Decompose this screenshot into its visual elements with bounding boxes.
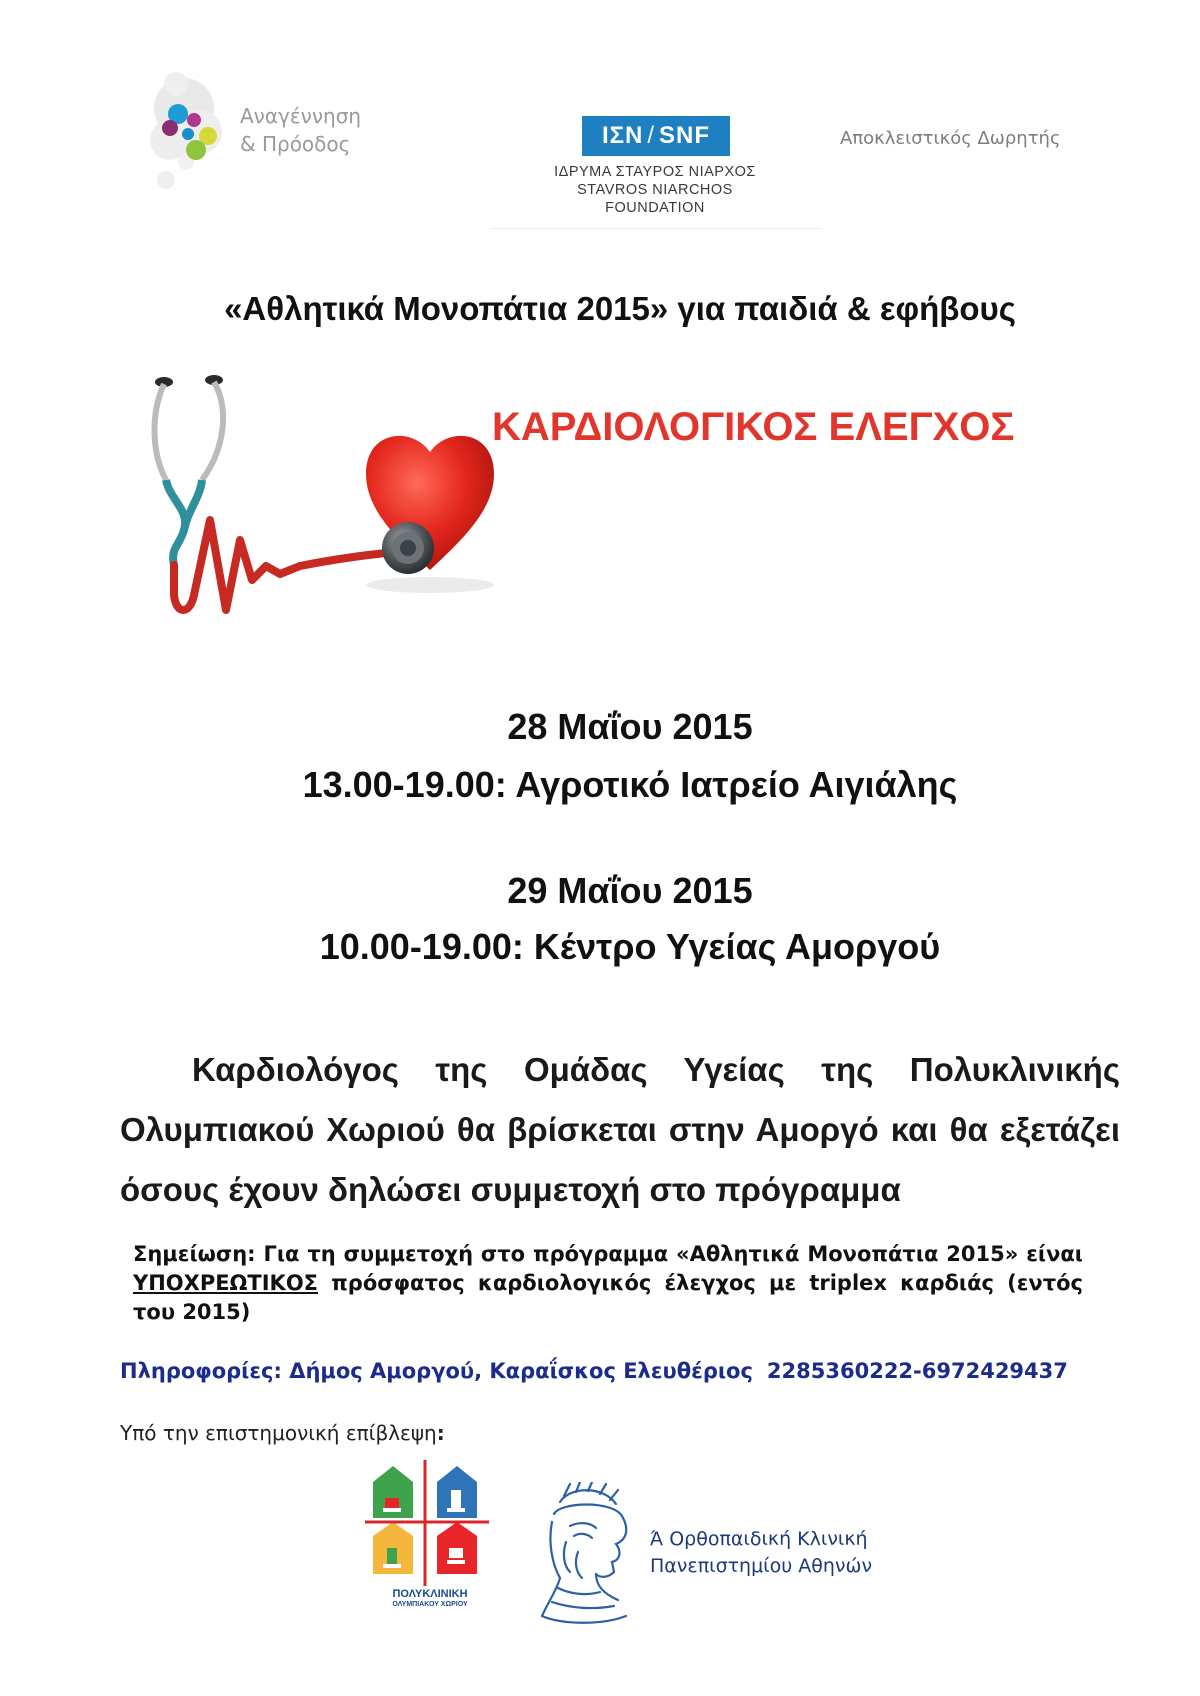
supervision-label [120,1421,445,1445]
donor-label: Αποκλειστικός Δωρητής [840,128,1061,149]
info-line [120,1359,1068,1383]
clinic-name-line2: Πανεπιστημίου Αθηνών [650,1555,873,1577]
stethoscope-heart-image [130,370,540,645]
snf-slash-icon: / [647,122,656,149]
stethoscope-heart-icon [130,370,540,645]
body-paragraph: Καρδιολόγος της Ομάδας Υγείας της Πολυκλινικής Ολυμπιακού Χωριού θα βρίσκεται στην Αμοργό και θα εξετάζει όσους έχουν δηλώσει συμμετοχή στο πρόγραμμα [120,1051,1120,1208]
note-mandatory-keyword: ΥΠΟΧΡΕΩΤΙΚΟΣ [133,1271,319,1295]
anagennisi-name-line1: Αναγέννηση [240,104,362,128]
snf-name-greek: ΙΔΡΥΜΑ ΣΤΑΥΡΟΣ ΝΙΑΡΧΟΣ [554,164,756,180]
athena-head-icon [530,1482,638,1630]
snf-box-english: SNF [659,122,711,149]
polyclinic-name-line2: ΟΛΥΜΠΙΑΚΟΥ ΧΩΡΙΟΥ [392,1601,468,1608]
polyclinic-logo [365,1460,495,1610]
polyclinic-houses-icon [365,1460,495,1588]
note-text-after: πρόσφατος καρδιολογικός έλεγχος με triplex καρδιάς (εντός του 2015) [133,1271,1083,1324]
note-text-before: Σημείωση: Για τη συμμετοχή στο πρόγραμμα «Αθλητικά Μονοπάτια 2015» είναι [133,1242,1083,1266]
schedule-time-location-1: 13.00-19.00: Αγροτικό Ιατρείο Αιγιάλης [302,764,958,805]
anagennisi-circles-icon [140,62,240,212]
exam-title: ΚΑΡΔΙΟΛΟΓΙΚΟΣ ΕΛΕΓΧΟΣ [492,405,1015,449]
orthopaedic-clinic-name [650,1526,872,1580]
anagennisi-logo [140,62,380,212]
supervision-text: Υπό την επιστημονική επίβλεψη [120,1421,437,1445]
polyclinic-name-line1: ΠΟΛΥΚΛΙΝΙΚΗ [392,1588,468,1600]
snf-logo [490,116,820,232]
supervision-colon: : [436,1421,445,1445]
schedule-date-1: 28 Μαΐου 2015 [507,706,753,747]
university-athena-logo [530,1482,638,1630]
snf-name-english-line1: STAVROS NIARCHOS [577,182,733,198]
snf-box [582,116,730,156]
snf-name-english-line2: FOUNDATION [605,200,705,216]
program-title: «Αθλητικά Μονοπάτια 2015» για παιδιά & εφήβους [224,290,1016,327]
snf-box-greek: ΙΣΝ [601,122,644,149]
info-phone: 2285360222-6972429437 [766,1359,1068,1383]
info-label: Πληροφορίες: Δήμος Αμοργού, Καραΐσκος Ελευθέριος [120,1359,753,1383]
schedule-date-2: 29 Μαΐου 2015 [507,870,753,911]
clinic-name-line1: Ά Ορθοπαιδική Κλινική [650,1528,868,1550]
schedule-time-location-2: 10.00-19.00: Κέντρο Υγείας Αμοργού [319,926,941,967]
snf-divider [490,228,820,229]
anagennisi-name-line2: & Πρόοδος [240,132,351,156]
note-text [133,1240,1083,1327]
